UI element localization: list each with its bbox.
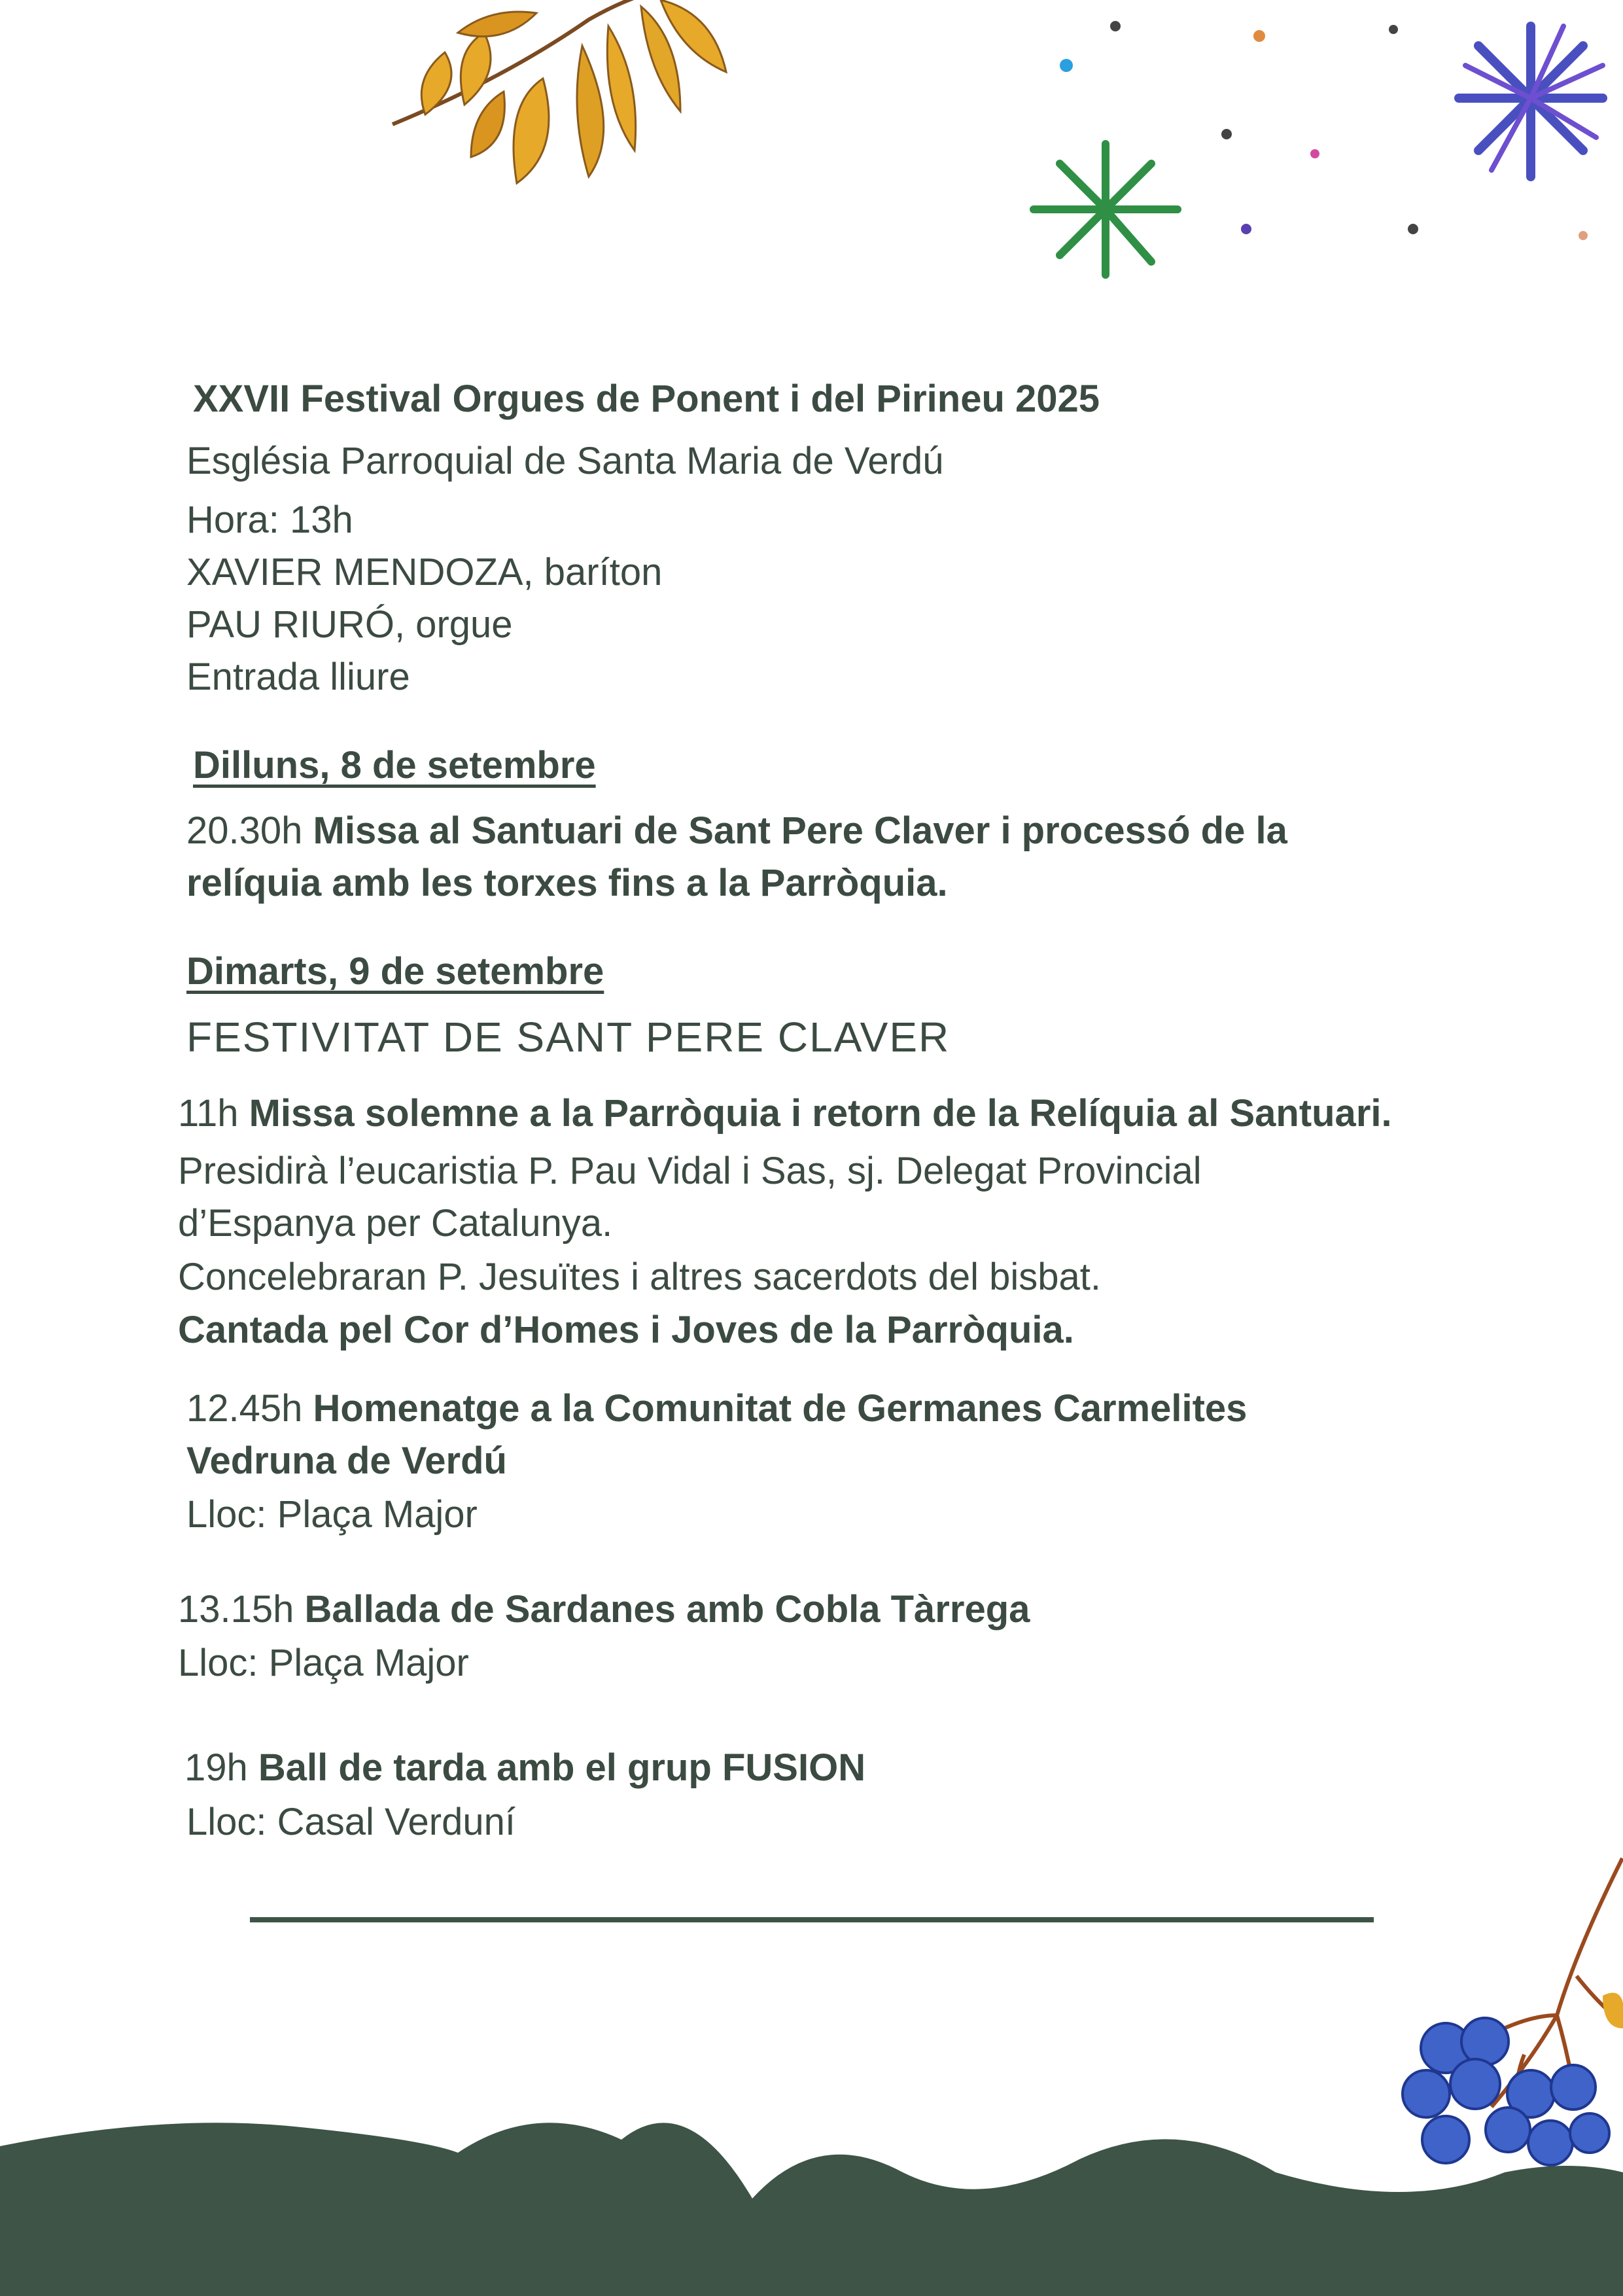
concert-venue: Església Parroquial de Santa Maria de Verdú [186, 440, 944, 482]
event-title: Missa al Santuari de Sant Pere Claver i processó de la [313, 809, 1287, 852]
monday-heading: Dilluns, 8 de setembre [193, 744, 596, 786]
event-time: 11h [178, 1092, 239, 1135]
sardanes-place: Lloc: Plaça Major [178, 1642, 469, 1684]
mass-line-2: Presidirà l’eucaristia P. Pau Vidal i Sas, sj. Delegat Provincial [178, 1150, 1202, 1192]
event-title: Missa solemne a la Parròquia i retorn de la Relíquia al Santuari. [249, 1092, 1392, 1135]
mass-line-4: Concelebraran P. Jesuïtes i altres sacerdots del bisbat. [178, 1256, 1102, 1298]
event-title: Ball de tarda amb el grup FUSION [258, 1746, 866, 1789]
event-time: 13.15h [178, 1588, 294, 1631]
concert-entry: Entrada lliure [186, 656, 410, 698]
divider [250, 1917, 1374, 1922]
mass-line-5: Cantada pel Cor d’Homes i Joves de la Parròquia. [178, 1309, 1074, 1351]
leaves-illustration [373, 0, 778, 196]
tribute-place: Lloc: Plaça Major [186, 1493, 478, 1536]
event-time: 19h [184, 1746, 248, 1789]
mass-line-3: d’Espanya per Catalunya. [178, 1202, 613, 1245]
concert-title: XXVII Festival Orgues de Ponent i del Pirineu 2025 [193, 378, 1100, 420]
tuesday-subtitle: FESTIVITAT DE SANT PERE CLAVER [186, 1014, 951, 1061]
concert-performer-2: PAU RIURÓ, orgue [186, 603, 513, 646]
event-time: 12.45h [186, 1387, 303, 1430]
tuesday-heading: Dimarts, 9 de setembre [186, 950, 604, 993]
fireworks-illustration [1021, 0, 1623, 288]
monday-event [186, 805, 1287, 857]
ball-place: Lloc: Casal Verduní [186, 1801, 515, 1843]
ball-event [184, 1742, 865, 1794]
event-time: 20.30h [186, 809, 303, 852]
tribute-title-line-2: Vedruna de Verdú [186, 1439, 507, 1482]
footer-hills [0, 2074, 1623, 2296]
concert-performer-1: XAVIER MENDOZA, baríton [186, 551, 663, 593]
sardanes-event [178, 1583, 1030, 1636]
concert-hour: Hora: 13h [186, 499, 353, 541]
tribute-event [186, 1383, 1247, 1435]
event-title: Homenatge a la Comunitat de Germanes Carmelites [313, 1387, 1248, 1430]
event-title: Ballada de Sardanes amb Cobla Tàrrega [304, 1588, 1030, 1631]
mass-event [178, 1087, 1392, 1140]
monday-event-line-2: relíquia amb les torxes fins a la Parròquia. [186, 862, 948, 904]
